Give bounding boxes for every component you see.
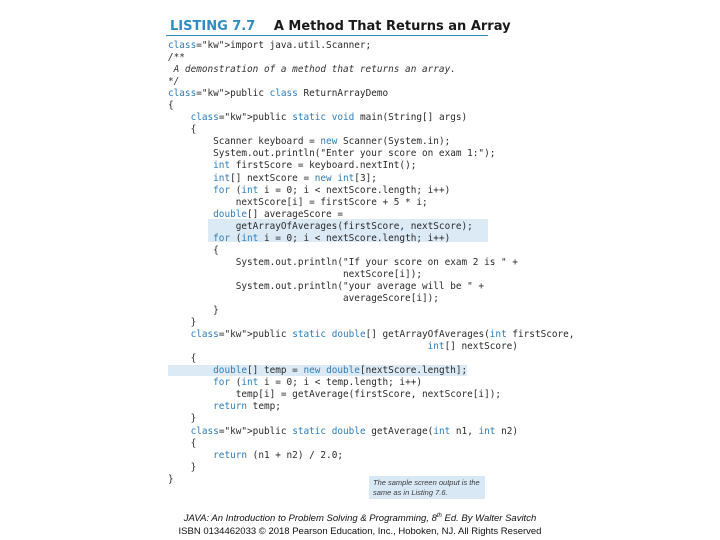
footer-author: Ed. By Walter Savitch bbox=[441, 513, 537, 525]
code-line: for (int i = 0; i < nextScore.length; i++) bbox=[213, 184, 451, 196]
code-line: getArrayOfAverages(firstScore, nextScore); bbox=[168, 220, 473, 232]
code-line: System.out.println("your average will be " + bbox=[168, 280, 485, 292]
listing-title: A Method That Returns an Array bbox=[273, 19, 511, 34]
code-line: A demonstration of a method that returns an array. bbox=[168, 64, 456, 76]
code-line: } bbox=[168, 461, 197, 473]
code-line: double[] temp = new double[nextScore.length]; bbox=[168, 365, 574, 377]
listing-heading bbox=[170, 19, 511, 34]
code-line: temp[i] = getAverage(firstScore, nextScore[i]); bbox=[168, 389, 502, 401]
code-line: } bbox=[168, 473, 174, 485]
code-line: System.out.println("Enter your score on exam 1:"); bbox=[168, 148, 496, 160]
code-line: class="kw">public static double getAverage(int n1, int n2) bbox=[190, 425, 519, 437]
code-line: nextScore[i] = firstScore + 5 * i; bbox=[168, 196, 428, 208]
code-line: { bbox=[168, 437, 197, 449]
footer-book-title bbox=[0, 513, 720, 524]
code-line: for (int i = 0; i < temp.length; i++) bbox=[213, 377, 423, 389]
code-line: } bbox=[168, 317, 197, 329]
footer-edition-suffix: th bbox=[436, 513, 442, 519]
code-line: return (n1 + n2) / 2.0; bbox=[213, 449, 343, 461]
code-line: { bbox=[168, 353, 197, 365]
code-line: { bbox=[168, 100, 174, 112]
footer-title-text: JAVA: An Introduction to Problem Solving & Programming, 8 bbox=[183, 513, 437, 525]
code-line: int firstScore = keyboard.nextInt(); bbox=[213, 160, 417, 172]
code-line: for (int i = 0; i < nextScore.length; i++) bbox=[213, 232, 451, 244]
footer-copyright: ISBN 0134462033 © 2018 Pearson Education, Inc., Hoboken, NJ. All Rights Reserved bbox=[178, 526, 542, 537]
code-line: } bbox=[168, 413, 197, 425]
code-line: int[] nextScore) bbox=[427, 341, 518, 353]
code-line: class="kw">public static double[] getArrayOfAverages(int firstScore, bbox=[190, 329, 575, 341]
heading-rule bbox=[166, 35, 488, 36]
code-line: } bbox=[168, 305, 219, 317]
code-line: nextScore[i]); bbox=[168, 268, 422, 280]
code-line: averageScore[i]); bbox=[168, 292, 439, 304]
code-line: { bbox=[168, 244, 219, 256]
sample-output-note: The sample screen output is the same as in Listing 7.6. bbox=[369, 476, 485, 499]
code-line: /** bbox=[168, 52, 185, 64]
code-line: class="kw">public class ReturnArrayDemo bbox=[168, 88, 389, 100]
code-line: return temp; bbox=[213, 401, 281, 413]
code-listing bbox=[168, 40, 574, 486]
code-line: class="kw">import java.util.Scanner; bbox=[168, 40, 372, 51]
code-line: System.out.println("If your score on exam 2 is " + bbox=[168, 256, 518, 268]
listing-number: LISTING 7.7 bbox=[170, 19, 256, 34]
code-line: int[] nextScore = new int[3]; bbox=[213, 172, 377, 184]
code-line: */ bbox=[168, 76, 180, 88]
code-line: Scanner keyboard = new Scanner(System.in); bbox=[168, 136, 451, 148]
code-line: { bbox=[168, 124, 197, 136]
code-line: class="kw">public static void main(String[] args) bbox=[190, 112, 468, 124]
code-line: double[] averageScore = bbox=[213, 208, 343, 220]
